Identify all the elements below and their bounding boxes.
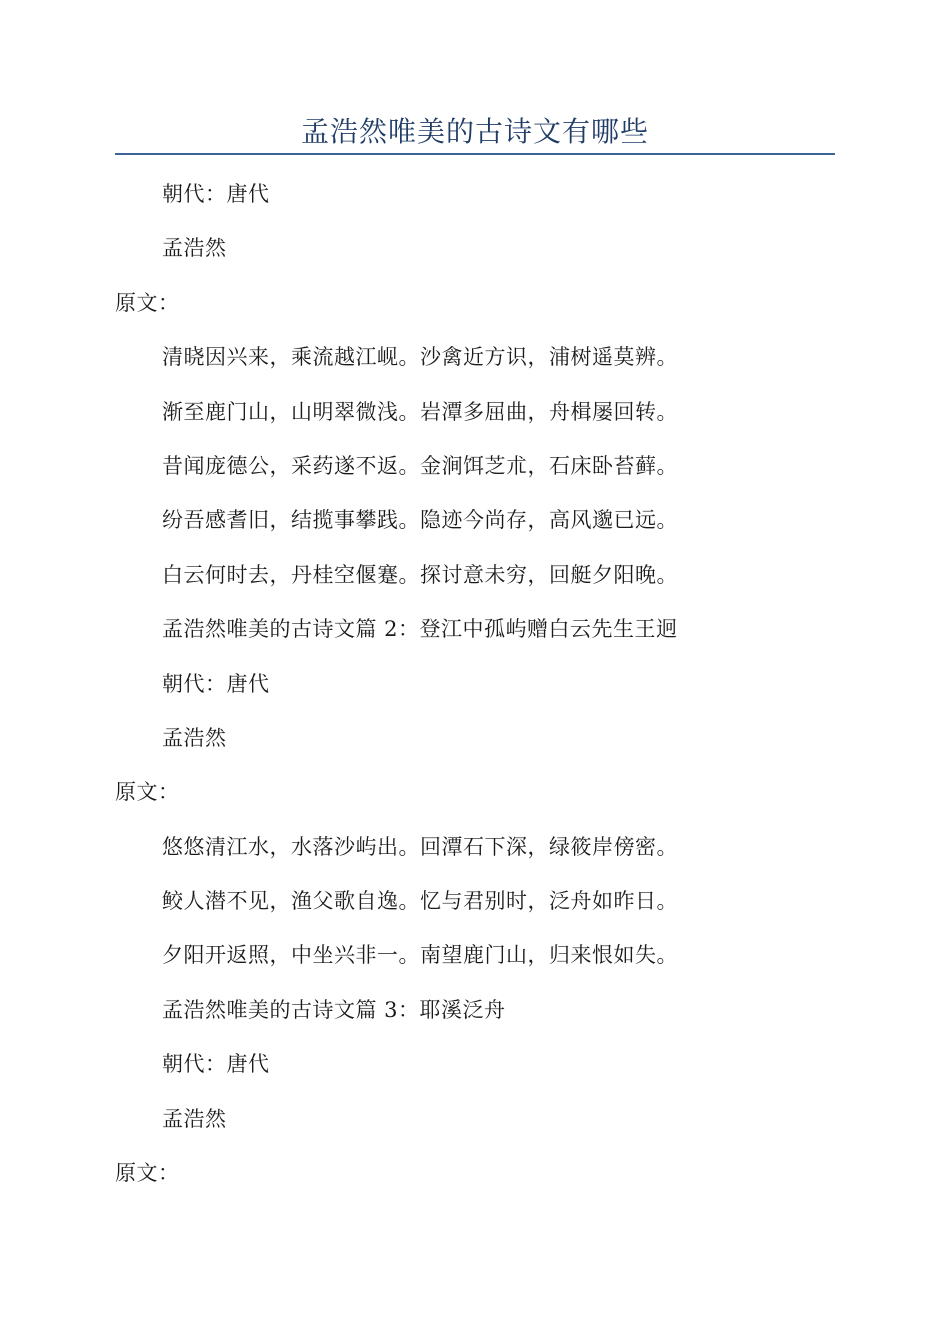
text-line: 原文： [115, 290, 180, 315]
text-line: 昔闻庞德公，采药遂不返。金涧饵芝朮，石床卧苔藓。 [162, 453, 678, 478]
text-line: 孟浩然 [162, 1106, 227, 1131]
text-line: 孟浩然 [162, 236, 227, 261]
text-line: 原文： [115, 780, 180, 805]
text-line: 悠悠清江水，水落沙屿出。回潭石下深，绿筱岸傍密。 [162, 834, 678, 859]
text-line: 纷吾感耆旧，结揽事攀践。隐迹今尚存，高风邈已远。 [162, 508, 678, 533]
text-line: 渐至鹿门山，山明翠微浅。岩潭多屈曲，舟楫屡回转。 [162, 399, 678, 424]
text-line: 鲛人潜不见，渔父歌自逸。忆与君别时，泛舟如昨日。 [162, 889, 678, 914]
title-underline [115, 153, 835, 155]
section-heading: 孟浩然唯美的古诗文篇 3：耶溪泛舟 [162, 997, 506, 1022]
text-line: 朝代：唐代 [162, 182, 270, 206]
text-line: 清晓因兴来，乘流越江岘。沙禽近方识，浦树遥莫辨。 [162, 345, 678, 370]
text-line: 夕阳开返照，中坐兴非一。南望鹿门山，归来恨如失。 [162, 943, 678, 968]
text-line: 孟浩然 [162, 725, 227, 750]
text-line: 朝代：唐代 [162, 1052, 270, 1077]
document-body [0, 167, 950, 1200]
document-title: 孟浩然唯美的古诗文有哪些 [300, 115, 649, 148]
text-line: 朝代：唐代 [162, 671, 270, 696]
text-line: 白云何时去，丹桂空偃蹇。探讨意未穷，回艇夕阳晚。 [162, 562, 678, 587]
section-heading: 孟浩然唯美的古诗文篇 2：登江中孤屿赠白云先生王迥 [162, 617, 678, 642]
text-line: 原文： [115, 1161, 180, 1186]
